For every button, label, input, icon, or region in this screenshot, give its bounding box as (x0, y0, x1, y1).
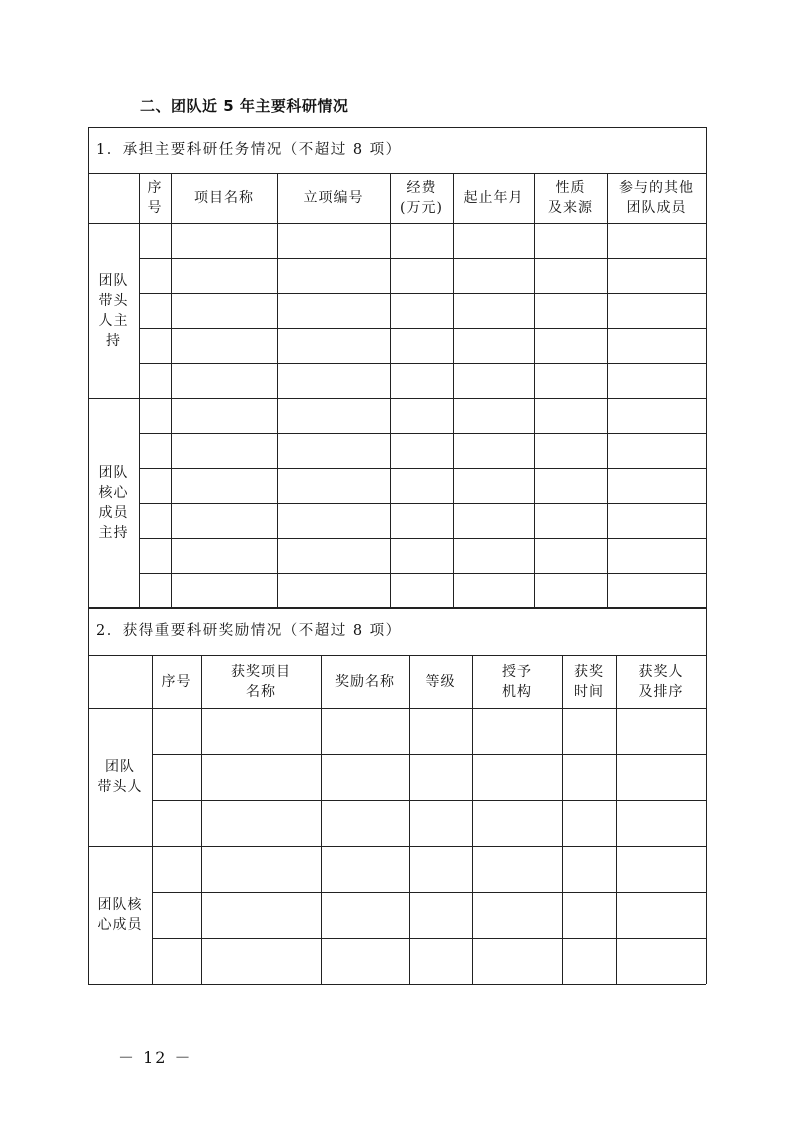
table-cell[interactable] (152, 754, 201, 800)
table-cell[interactable] (390, 573, 453, 608)
table-cell[interactable] (453, 503, 534, 538)
table-cell[interactable] (321, 938, 409, 984)
table-cell[interactable] (390, 503, 453, 538)
table-cell[interactable] (534, 538, 607, 573)
table-cell[interactable] (171, 328, 277, 363)
table-cell[interactable] (139, 433, 171, 468)
table-cell[interactable] (616, 800, 706, 846)
table-cell[interactable] (616, 938, 706, 984)
table-cell[interactable] (607, 258, 706, 293)
table-cell[interactable] (152, 938, 201, 984)
table-cell[interactable] (534, 293, 607, 328)
table-cell[interactable] (152, 708, 201, 754)
section2-column-header: 奖励名称 (335, 673, 395, 690)
table-cell[interactable] (534, 258, 607, 293)
table-cell[interactable] (453, 328, 534, 363)
section2-column-header: 等级 (425, 673, 456, 690)
table-cell[interactable] (607, 433, 706, 468)
section1-column-header: 立项编号 (303, 190, 364, 206)
table-cell[interactable] (453, 293, 534, 328)
table-cell[interactable] (139, 328, 171, 363)
table-cell[interactable] (453, 398, 534, 433)
table-cell[interactable] (152, 846, 201, 892)
table-cell[interactable] (139, 293, 171, 328)
table-cell[interactable] (453, 573, 534, 608)
table-cell[interactable] (171, 468, 277, 503)
table-cell[interactable] (277, 293, 390, 328)
section1-column-header: 经费 (万元) (400, 180, 443, 216)
table-cell[interactable] (321, 754, 409, 800)
section-heading: 二、团队近 5 年主要科研情况 (140, 97, 349, 115)
table-cell[interactable] (390, 538, 453, 573)
table-cell[interactable] (562, 708, 616, 754)
section2-group-label: 团队核 心成员 (97, 897, 143, 933)
table-cell[interactable] (607, 398, 706, 433)
table-cell[interactable] (453, 258, 534, 293)
section1-title: 1．承担主要科研任务情况（不超过 8 项） (96, 142, 402, 158)
table-cell[interactable] (562, 938, 616, 984)
section2-column-header: 获奖项目 名称 (231, 663, 291, 700)
table-cell[interactable] (277, 258, 390, 293)
table-cell[interactable] (409, 846, 472, 892)
table-cell[interactable] (139, 258, 171, 293)
table-cell[interactable] (139, 363, 171, 398)
table-cell[interactable] (277, 398, 390, 433)
table-cell[interactable] (171, 258, 277, 293)
section1-column-header: 序 号 (147, 180, 163, 216)
table-cell[interactable] (171, 223, 277, 258)
table-cell[interactable] (472, 708, 562, 754)
section1-group-label: 团队 带头 人主 持 (98, 272, 129, 349)
section2-group-label: 团队 带头人 (97, 759, 143, 795)
section2-column-header: 获奖 时间 (574, 663, 604, 700)
table-cell[interactable] (201, 754, 321, 800)
table-cell[interactable] (171, 538, 277, 573)
table-cell[interactable] (390, 363, 453, 398)
table-cell[interactable] (139, 573, 171, 608)
table-cell[interactable] (562, 846, 616, 892)
table-cell[interactable] (534, 398, 607, 433)
table-cell[interactable] (321, 846, 409, 892)
table-cell[interactable] (277, 573, 390, 608)
table-cell[interactable] (472, 892, 562, 938)
table-cell[interactable] (472, 938, 562, 984)
table-cell[interactable] (409, 708, 472, 754)
section1-column-header: 参与的其他 团队成员 (619, 180, 694, 216)
table-cell[interactable] (277, 328, 390, 363)
table-cell[interactable] (201, 800, 321, 846)
table-cell[interactable] (390, 258, 453, 293)
table-cell[interactable] (390, 293, 453, 328)
table-cell[interactable] (562, 754, 616, 800)
table-cell[interactable] (409, 938, 472, 984)
table-cell[interactable] (616, 846, 706, 892)
table-cell[interactable] (201, 846, 321, 892)
table-cell[interactable] (277, 503, 390, 538)
table-cell[interactable] (562, 800, 616, 846)
section1-column-header: 项目名称 (194, 190, 254, 206)
table-cell[interactable] (453, 433, 534, 468)
table-cell[interactable] (472, 846, 562, 892)
table-cell[interactable] (534, 328, 607, 363)
table-cell[interactable] (607, 293, 706, 328)
table-cell[interactable] (607, 573, 706, 608)
table-cell[interactable] (139, 468, 171, 503)
table-cell[interactable] (607, 538, 706, 573)
table-cell[interactable] (607, 468, 706, 503)
table-cell[interactable] (139, 398, 171, 433)
table-cell[interactable] (201, 708, 321, 754)
table-cell[interactable] (534, 468, 607, 503)
section1-column-header: 起止年月 (463, 190, 524, 206)
table-cell[interactable] (390, 398, 453, 433)
section1-column-header: 性质 及来源 (548, 180, 593, 216)
table-cell[interactable] (171, 573, 277, 608)
section2-column-header: 序号 (161, 673, 192, 690)
table-cell[interactable] (321, 708, 409, 754)
table-cell[interactable] (277, 538, 390, 573)
table-cell[interactable] (472, 754, 562, 800)
table-cell[interactable] (321, 800, 409, 846)
table-cell[interactable] (277, 363, 390, 398)
table-cell[interactable] (139, 503, 171, 538)
table-cell[interactable] (390, 223, 453, 258)
table-cell[interactable] (453, 538, 534, 573)
table-cell[interactable] (277, 433, 390, 468)
table-cell[interactable] (616, 708, 706, 754)
table-cell[interactable] (472, 800, 562, 846)
table-cell[interactable] (390, 328, 453, 363)
section1-group-label: 团队 核心 成员 主持 (98, 465, 129, 541)
table-cell[interactable] (607, 503, 706, 538)
table-cell[interactable] (607, 328, 706, 363)
section2-title: 2．获得重要科研奖励情况（不超过 8 项） (96, 623, 402, 639)
table-cell[interactable] (534, 363, 607, 398)
section2-column-header: 获奖人 及排序 (638, 663, 684, 700)
table-cell[interactable] (201, 938, 321, 984)
table-cell[interactable] (171, 398, 277, 433)
table-cell[interactable] (616, 892, 706, 938)
table-cell[interactable] (534, 573, 607, 608)
table-cell[interactable] (171, 363, 277, 398)
table-cell[interactable] (607, 223, 706, 258)
table-cell[interactable] (277, 223, 390, 258)
table-cell[interactable] (409, 754, 472, 800)
table-cell[interactable] (139, 538, 171, 573)
table-cell[interactable] (534, 503, 607, 538)
table-cell[interactable] (534, 433, 607, 468)
table-cell[interactable] (152, 892, 201, 938)
table-cell[interactable] (534, 223, 607, 258)
table-cell[interactable] (409, 800, 472, 846)
page-number: － 12 － (118, 1048, 193, 1067)
table-cell[interactable] (453, 223, 534, 258)
table-cell[interactable] (321, 892, 409, 938)
table-cell[interactable] (562, 892, 616, 938)
table-cell[interactable] (390, 468, 453, 503)
table-cell[interactable] (152, 800, 201, 846)
table-cell[interactable] (277, 468, 390, 503)
table-cell[interactable] (171, 503, 277, 538)
table-cell[interactable] (171, 293, 277, 328)
table-cell[interactable] (453, 363, 534, 398)
table-cell[interactable] (409, 892, 472, 938)
table-cell[interactable] (607, 363, 706, 398)
table-cell[interactable] (201, 892, 321, 938)
table-cell[interactable] (390, 433, 453, 468)
table-cell[interactable] (139, 223, 171, 258)
section2-column-header: 授予 机构 (502, 663, 532, 700)
table-cell[interactable] (616, 754, 706, 800)
table-cell[interactable] (453, 468, 534, 503)
table-cell[interactable] (171, 433, 277, 468)
